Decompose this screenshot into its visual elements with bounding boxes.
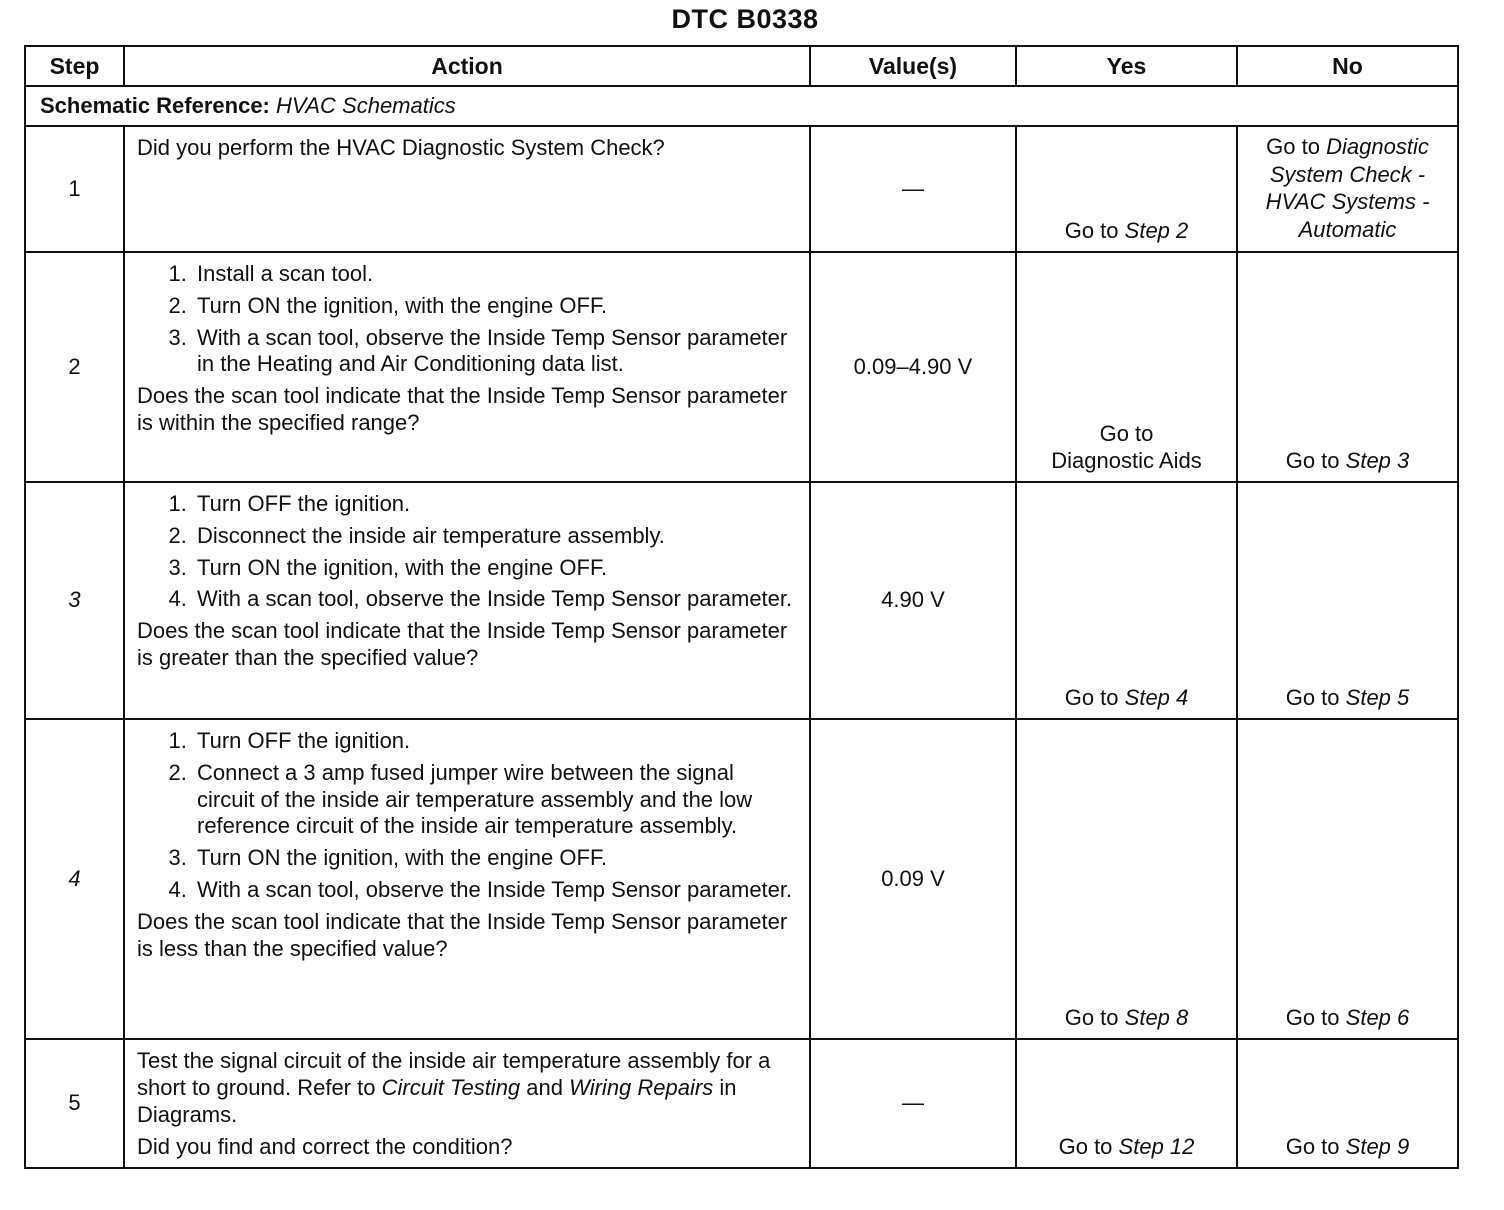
no-link[interactable]: Step 5 bbox=[1345, 685, 1410, 711]
action-cell bbox=[124, 126, 810, 252]
list-item: 4. With a scan tool, observe the Inside Temp Sensor parameter. bbox=[193, 877, 797, 904]
header-row bbox=[25, 46, 1458, 86]
yes-cell: Go to Step 2 bbox=[1016, 126, 1237, 252]
circuit-testing-link[interactable]: Circuit Testing bbox=[381, 1074, 521, 1100]
table-row bbox=[25, 482, 1458, 719]
yes-link[interactable]: Step 2 bbox=[1124, 218, 1189, 244]
table-row bbox=[25, 719, 1458, 1039]
schematic-row bbox=[25, 86, 1458, 126]
list-item: 4. With a scan tool, observe the Inside Temp Sensor parameter. bbox=[193, 586, 797, 613]
list-item: 1. Install a scan tool. bbox=[193, 261, 797, 288]
list-item: 3. Turn ON the ignition, with the engine OFF. bbox=[193, 555, 797, 582]
value-cell: — bbox=[810, 126, 1016, 252]
header-values: Value(s) bbox=[810, 46, 1016, 86]
table-row bbox=[25, 252, 1458, 482]
no-cell: Go to Step 3 bbox=[1237, 252, 1458, 482]
schematic-label: Schematic Reference: bbox=[40, 92, 270, 118]
header-step: Step bbox=[25, 46, 124, 86]
page-title: DTC B0338 bbox=[671, 4, 819, 34]
action-list bbox=[137, 491, 797, 613]
action-question: Does the scan tool indicate that the Inside Temp Sensor parameter is within the specified range? bbox=[137, 383, 788, 436]
action-question: Did you find and correct the condition? bbox=[137, 1134, 513, 1160]
yes-link[interactable]: Step 4 bbox=[1124, 685, 1189, 711]
table-row bbox=[25, 1039, 1458, 1168]
step-number: 3 bbox=[25, 482, 124, 719]
list-item: 1. Turn OFF the ignition. bbox=[193, 728, 797, 755]
action-question: Does the scan tool indicate that the Inside Temp Sensor parameter is less than the specified value? bbox=[137, 908, 788, 961]
yes-link[interactable]: Step 8 bbox=[1124, 1005, 1189, 1031]
list-item: 1. Turn OFF the ignition. bbox=[193, 491, 797, 518]
yes-cell: Go to Step 4 bbox=[1016, 482, 1237, 719]
action-question: Does the scan tool indicate that the Inside Temp Sensor parameter is greater than the specified value? bbox=[137, 618, 788, 671]
no-cell: Go to Step 6 bbox=[1237, 719, 1458, 1039]
value-cell: — bbox=[810, 1039, 1016, 1168]
no-link[interactable]: Step 9 bbox=[1345, 1134, 1410, 1160]
no-link[interactable]: Step 3 bbox=[1345, 448, 1410, 474]
action-cell bbox=[124, 252, 810, 482]
yes-cell: Go to Step 12 bbox=[1016, 1039, 1237, 1168]
list-item: 3. With a scan tool, observe the Inside Temp Sensor parameter in the Heating and Air Conditioning data list. bbox=[193, 325, 797, 379]
yes-link[interactable]: Step 12 bbox=[1118, 1134, 1195, 1160]
yes-cell: Go to Diagnostic Aids bbox=[1016, 252, 1237, 482]
step-number: 1 bbox=[25, 126, 124, 252]
value-cell: 0.09 V bbox=[810, 719, 1016, 1039]
list-item: 2. Turn ON the ignition, with the engine OFF. bbox=[193, 293, 797, 320]
value-cell: 4.90 V bbox=[810, 482, 1016, 719]
no-cell: Go to Diagnostic System Check - HVAC Systems - Automatic bbox=[1237, 126, 1458, 252]
header-action: Action bbox=[124, 46, 810, 86]
list-item: 3. Turn ON the ignition, with the engine OFF. bbox=[193, 845, 797, 872]
step-number: 2 bbox=[25, 252, 124, 482]
action-cell bbox=[124, 482, 810, 719]
step-number: 4 bbox=[25, 719, 124, 1039]
no-link[interactable]: Step 6 bbox=[1345, 1005, 1410, 1031]
action-text: Test the signal circuit of the inside air temperature assembly for a short to ground. Refer to Circuit Testing and Wiring Repairs in Diagrams. bbox=[137, 1048, 771, 1127]
action-cell bbox=[124, 1039, 810, 1168]
action-list bbox=[137, 261, 797, 378]
no-link[interactable]: Diagnostic bbox=[1326, 134, 1429, 159]
table-row bbox=[25, 126, 1458, 252]
header-yes: Yes bbox=[1016, 46, 1237, 86]
schematic-link[interactable]: HVAC Schematics bbox=[276, 92, 456, 118]
step-number: 5 bbox=[25, 1039, 124, 1168]
value-cell: 0.09–4.90 V bbox=[810, 252, 1016, 482]
no-cell: Go to Step 9 bbox=[1237, 1039, 1458, 1168]
action-cell bbox=[124, 719, 810, 1039]
schematic-reference bbox=[25, 86, 1458, 126]
action-list bbox=[137, 728, 797, 904]
list-item: 2. Disconnect the inside air temperature assembly. bbox=[193, 523, 797, 550]
yes-link[interactable]: Diagnostic Aids bbox=[1051, 448, 1202, 474]
no-cell: Go to Step 5 bbox=[1237, 482, 1458, 719]
yes-cell: Go to Step 8 bbox=[1016, 719, 1237, 1039]
wiring-repairs-link[interactable]: Wiring Repairs bbox=[569, 1074, 714, 1100]
list-item: 2. Connect a 3 amp fused jumper wire between the signal circuit of the inside air temperature assembly and the low reference circuit of the inside air temperature assembly. bbox=[193, 760, 797, 840]
header-no: No bbox=[1237, 46, 1458, 86]
action-text: Did you perform the HVAC Diagnostic System Check? bbox=[137, 135, 665, 160]
diagnostic-table bbox=[24, 45, 1459, 1169]
